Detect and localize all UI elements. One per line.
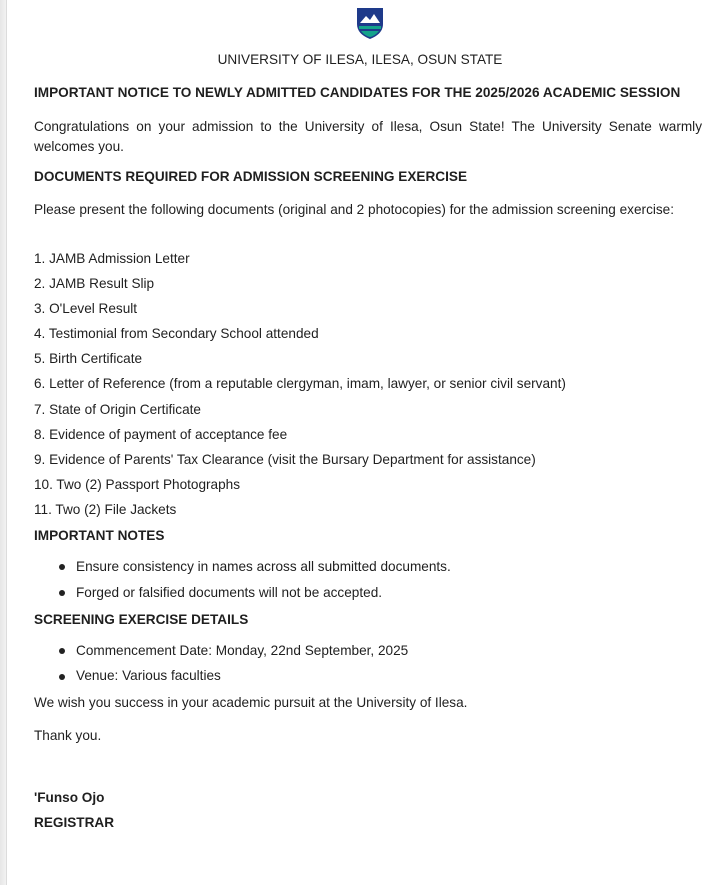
closing-thanks: Thank you. [34,728,102,743]
closing-wish: We wish you success in your academic pursuit at the University of Ilesa. [34,695,468,710]
documents-instruction: Please present the following documents (original and 2 photocopies) for the admission screening exercise: [34,202,675,217]
bullet-dot-icon [59,564,65,570]
signatory-title: REGISTRAR [34,815,115,830]
document-item: 1. JAMB Admission Letter [34,251,190,266]
signatory-name: 'Funso Ojo [34,790,105,805]
notes-heading: IMPORTANT NOTES [34,528,165,543]
document-item: 9. Evidence of Parents' Tax Clearance (visit the Bursary Department for assistance) [34,452,536,467]
document-item: 8. Evidence of payment of acceptance fee [34,427,288,442]
document-item: 7. State of Origin Certificate [34,402,201,417]
screening-heading: SCREENING EXERCISE DETAILS [34,612,249,627]
document-item: 2. JAMB Result Slip [34,276,155,291]
document-item: 6. Letter of Reference (from a reputable clergyman, imam, lawyer, or senior civil servant) [34,376,566,391]
note-item: Forged or falsified documents will not be accepted. [76,585,383,600]
bullet-dot-icon [59,674,65,680]
bullet-dot-icon [59,648,65,654]
document-item: 4. Testimonial from Secondary School attended [34,326,319,341]
document-item: 11. Two (2) File Jackets [34,502,177,517]
document-item: 10. Two (2) Passport Photographs [34,477,241,492]
note-item: Ensure consistency in names across all submitted documents. [76,559,451,574]
screening-item: Commencement Date: Monday, 22nd September, 2025 [76,643,409,658]
university-crest-icon [355,6,385,40]
bullet-dot-icon [59,590,65,596]
intro-paragraph: Congratulations on your admission to the University of Ilesa, Osun State! The University Senate warmly welcomes you. [34,119,702,154]
document-item: 3. O'Level Result [34,301,138,316]
documents-heading: DOCUMENTS REQUIRED FOR ADMISSION SCREENING EXERCISE [34,169,468,184]
screening-item: Venue: Various faculties [76,668,221,683]
notice-title: IMPORTANT NOTICE TO NEWLY ADMITTED CANDIDATES FOR THE 2025/2026 ACADEMIC SESSION [34,85,681,100]
university-name: UNIVERSITY OF ILESA, ILESA, OSUN STATE [217,52,503,67]
document-item: 5. Birth Certificate [34,351,143,366]
